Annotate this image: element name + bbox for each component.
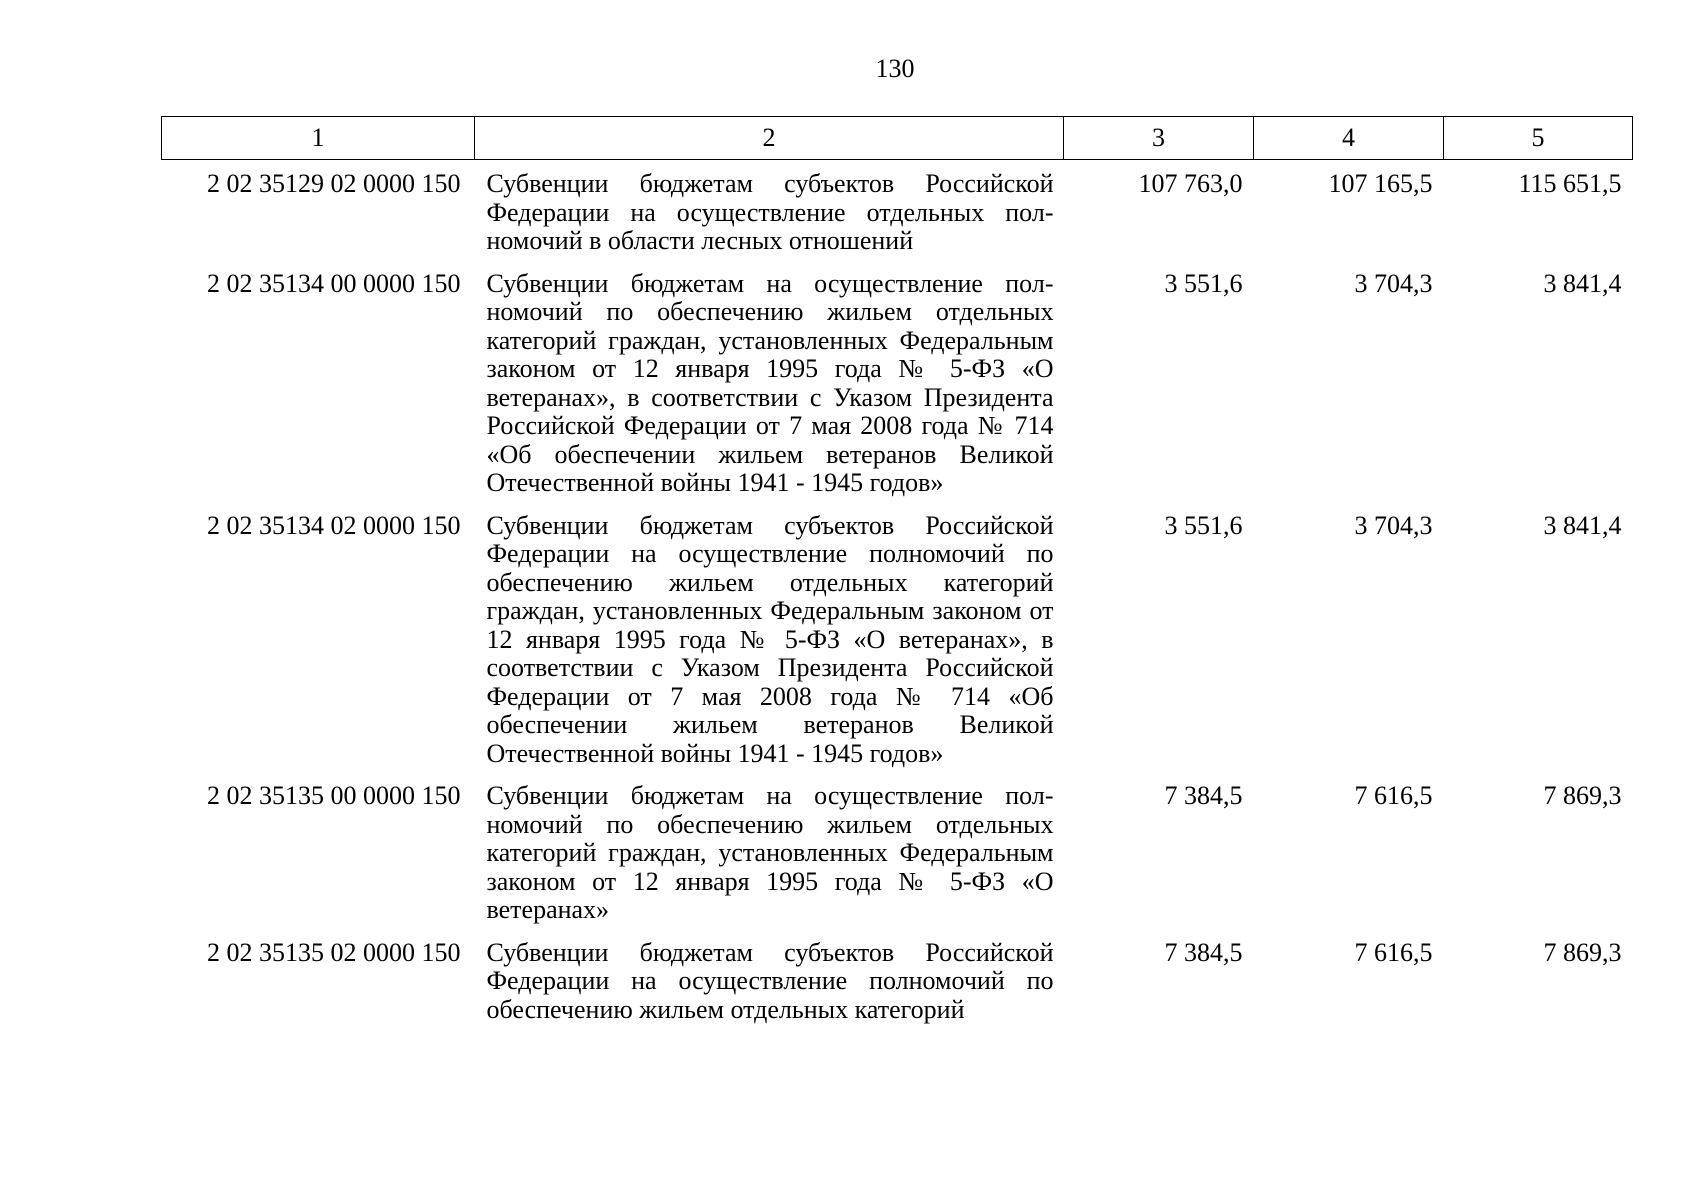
row-value-col3: 7 384,5 [1164, 937, 1243, 967]
table-row [162, 772, 1633, 929]
row-value-col5: 3 841,4 [1543, 510, 1622, 540]
row-value-col3: 7 384,5 [1164, 781, 1243, 810]
header-col-4: 4 [1254, 117, 1444, 160]
row-code: 2 02 35135 02 0000 150 [207, 937, 461, 967]
row-value-col3: 107 763,0 [1138, 169, 1243, 198]
row-code: 2 02 35135 00 0000 150 [207, 781, 461, 810]
table-row [162, 160, 1633, 260]
table-row [162, 929, 1633, 1029]
row-value-col4: 3 704,3 [1354, 510, 1433, 540]
row-value-col4: 3 704,3 [1354, 268, 1433, 298]
row-value-col5: 7 869,3 [1543, 937, 1622, 967]
header-col-2: 2 [475, 117, 1064, 160]
row-value-col4: 7 616,5 [1354, 937, 1433, 967]
table-header [162, 117, 1633, 160]
row-value-col3: 3 551,6 [1164, 268, 1243, 298]
table-body [162, 160, 1633, 1029]
row-description: Субвенции бюджетам субъектов Российской Федерации на осуществление полномочий по обеспечению жильем отдельных категорий [486, 937, 1054, 1024]
row-description: Субвенции бюджетам на осуществление полномочий по обеспечению жильем отдельных категорий граждан, установленных Федеральным законом от 12 января 1995 года № 5-ФЗ «О ветеранах» [486, 781, 1054, 924]
row-code: 2 02 35134 02 0000 150 [207, 510, 461, 540]
header-col-3: 3 [1064, 117, 1254, 160]
header-col-1: 1 [162, 117, 475, 160]
table-row [162, 260, 1633, 502]
row-code: 2 02 35129 02 0000 150 [207, 169, 461, 198]
row-description: Субвенции бюджетам на осуществление полномочий по обеспечению жильем отдельных категорий граждан, установленных Федеральным законом от 12 января 1995 года № 5-ФЗ «О ветеранах», в соответствии с Указом Президента Российской Федерации от 7 мая 2008 года № 714 «Об обеспечении жильем ветеранов Великой Отечественной войны 1941 - 1945 годов» [486, 268, 1054, 497]
row-description: Субвенции бюджетам субъектов Российской Федерации на осуществление отдельных полномочий в области лесных отношений [486, 169, 1054, 255]
budget-table-container [161, 116, 1632, 1028]
budget-table [161, 116, 1633, 1028]
row-value-col4: 7 616,5 [1354, 781, 1433, 810]
row-value-col5: 115 651,5 [1518, 169, 1622, 198]
table-row [162, 502, 1633, 773]
row-description: Субвенции бюджетам субъектов Российской Федерации на осуществление полномочий по обеспечению жильем отдельных категорий граждан, установленных Федеральным законом от 12 января 1995 года № 5-ФЗ «О ветеранах», в соответствии с Указом Президента Российской Федерации от 7 мая 2008 года № 714 «Об обеспечении жильем ветеранов Великой Отечественной войны 1941 - 1945 годов» [486, 510, 1054, 768]
header-row [162, 117, 1633, 160]
row-value-col5: 7 869,3 [1543, 781, 1622, 810]
header-col-5: 5 [1444, 117, 1633, 160]
row-value-col5: 3 841,4 [1543, 268, 1622, 298]
row-code: 2 02 35134 00 0000 150 [207, 268, 461, 298]
row-value-col3: 3 551,6 [1164, 510, 1243, 540]
row-value-col4: 107 165,5 [1328, 169, 1433, 198]
page-number: 130 [875, 54, 915, 83]
